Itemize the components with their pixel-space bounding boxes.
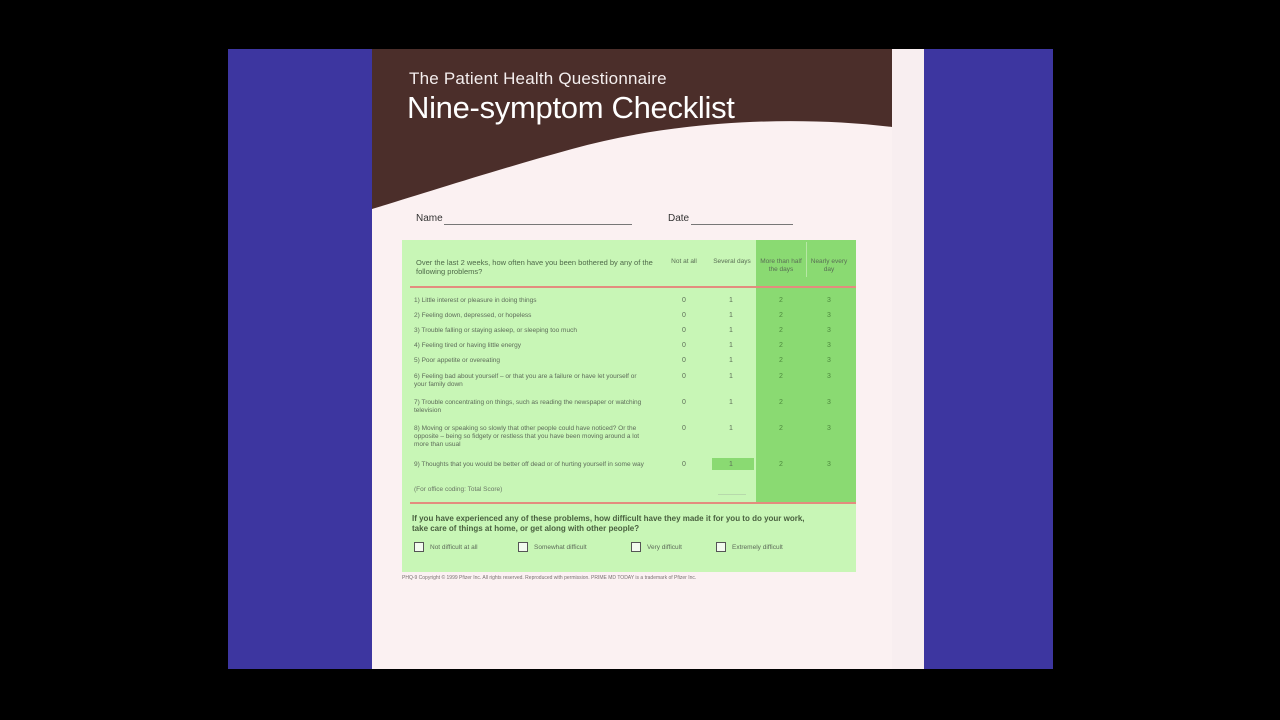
- score-option[interactable]: 2: [779, 297, 783, 304]
- copyright-notice: PHQ-9 Copyright © 1999 Pfizer Inc. All rights reserved. Reproduced with permission. PRIME MD TODAY is a trademark of Pfizer Inc.: [402, 575, 697, 581]
- score-option[interactable]: 2: [779, 327, 783, 334]
- score-option[interactable]: 3: [827, 327, 831, 334]
- score-option[interactable]: 1: [729, 461, 733, 468]
- score-option[interactable]: 3: [827, 297, 831, 304]
- symptom-item-9: 9) Thoughts that you would be better off dead or of hurting yourself in some way: [414, 461, 644, 468]
- score-option[interactable]: 2: [779, 342, 783, 349]
- date-label: Date: [668, 213, 690, 224]
- score-option[interactable]: 3: [827, 425, 831, 432]
- column-header-several-days: Several days: [713, 258, 751, 265]
- score-option[interactable]: 1: [729, 357, 733, 364]
- score-option[interactable]: 2: [779, 461, 783, 468]
- name-field[interactable]: [444, 224, 632, 225]
- office-coding-label: (For office coding: Total Score): [414, 486, 503, 493]
- score-option[interactable]: 1: [729, 425, 733, 432]
- score-option[interactable]: 2: [779, 373, 783, 380]
- score-option[interactable]: 3: [827, 373, 831, 380]
- score-option[interactable]: 0: [682, 373, 686, 380]
- symptom-item-1: 1) Little interest or pleasure in doing things: [414, 297, 537, 304]
- score-option[interactable]: 0: [682, 425, 686, 432]
- score-option[interactable]: 2: [779, 312, 783, 319]
- score-option[interactable]: 2: [779, 357, 783, 364]
- symptom-item-5: 5) Poor appetite or overeating: [414, 357, 500, 364]
- score-option[interactable]: 1: [729, 327, 733, 334]
- checkbox-label-extremely-difficult: Extremely difficult: [732, 544, 783, 551]
- score-option[interactable]: 1: [729, 342, 733, 349]
- column-header-not-at-all: Not at all: [671, 258, 697, 265]
- score-option[interactable]: 0: [682, 312, 686, 319]
- score-option[interactable]: 0: [682, 399, 686, 406]
- score-option[interactable]: 3: [827, 342, 831, 349]
- symptom-item-7: 7) Trouble concentrating on things, such as reading the newspaper or watching television: [414, 399, 642, 414]
- date-field[interactable]: [691, 224, 793, 225]
- symptom-form: [402, 240, 856, 572]
- score-option[interactable]: 3: [827, 461, 831, 468]
- score-option[interactable]: 1: [729, 297, 733, 304]
- total-score-field[interactable]: [718, 494, 746, 495]
- question-prompt: Over the last 2 weeks, how often have you been bothered by any of the following problems?: [416, 258, 653, 276]
- score-option[interactable]: 2: [779, 399, 783, 406]
- score-option[interactable]: 1: [729, 399, 733, 406]
- header-subtitle: The Patient Health Questionnaire: [409, 69, 667, 88]
- score-option[interactable]: 1: [729, 312, 733, 319]
- page-title: Nine-symptom Checklist: [407, 90, 735, 125]
- checkbox-label-very-difficult: Very difficult: [647, 544, 682, 551]
- footer-rule: [410, 502, 856, 504]
- name-label: Name: [416, 213, 443, 224]
- header-rule: [410, 286, 856, 288]
- score-option[interactable]: 1: [729, 373, 733, 380]
- checkbox-not-difficult[interactable]: [414, 542, 424, 552]
- score-option[interactable]: 3: [827, 312, 831, 319]
- checkbox-label-somewhat-difficult: Somewhat difficult: [534, 544, 587, 551]
- checkbox-very-difficult[interactable]: [631, 542, 641, 552]
- score-option[interactable]: 3: [827, 357, 831, 364]
- page-edge: [892, 49, 924, 669]
- symptom-item-3: 3) Trouble falling or staying asleep, or sleeping too much: [414, 327, 577, 334]
- checkbox-label-not-difficult: Not difficult at all: [430, 544, 478, 551]
- column-header-more-than-half: More than half the days: [760, 258, 802, 273]
- score-option[interactable]: 0: [682, 357, 686, 364]
- score-option[interactable]: 3: [827, 399, 831, 406]
- questionnaire-page: [372, 49, 924, 669]
- difficulty-question: If you have experienced any of these problems, how difficult have they made it for you to do your work, take care of things at home, or get along with other people?: [412, 514, 805, 533]
- score-option[interactable]: 2: [779, 425, 783, 432]
- symptom-item-8: 8) Moving or speaking so slowly that other people could have noticed? Or the opposite – being so fidgety or restless that you have been moving around a lot more than usual: [414, 425, 640, 448]
- symptom-item-6: 6) Feeling bad about yourself – or that you are a failure or have let yourself or your family down: [414, 373, 637, 388]
- checkbox-somewhat-difficult[interactable]: [518, 542, 528, 552]
- symptom-item-2: 2) Feeling down, depressed, or hopeless: [414, 312, 532, 319]
- score-option[interactable]: 0: [682, 297, 686, 304]
- column-header-nearly-every-day: Nearly every day: [810, 258, 848, 273]
- checkbox-extremely-difficult[interactable]: [716, 542, 726, 552]
- score-option[interactable]: 0: [682, 342, 686, 349]
- score-option[interactable]: 0: [682, 461, 686, 468]
- symptom-item-4: 4) Feeling tired or having little energy: [414, 342, 521, 349]
- score-option[interactable]: 0: [682, 327, 686, 334]
